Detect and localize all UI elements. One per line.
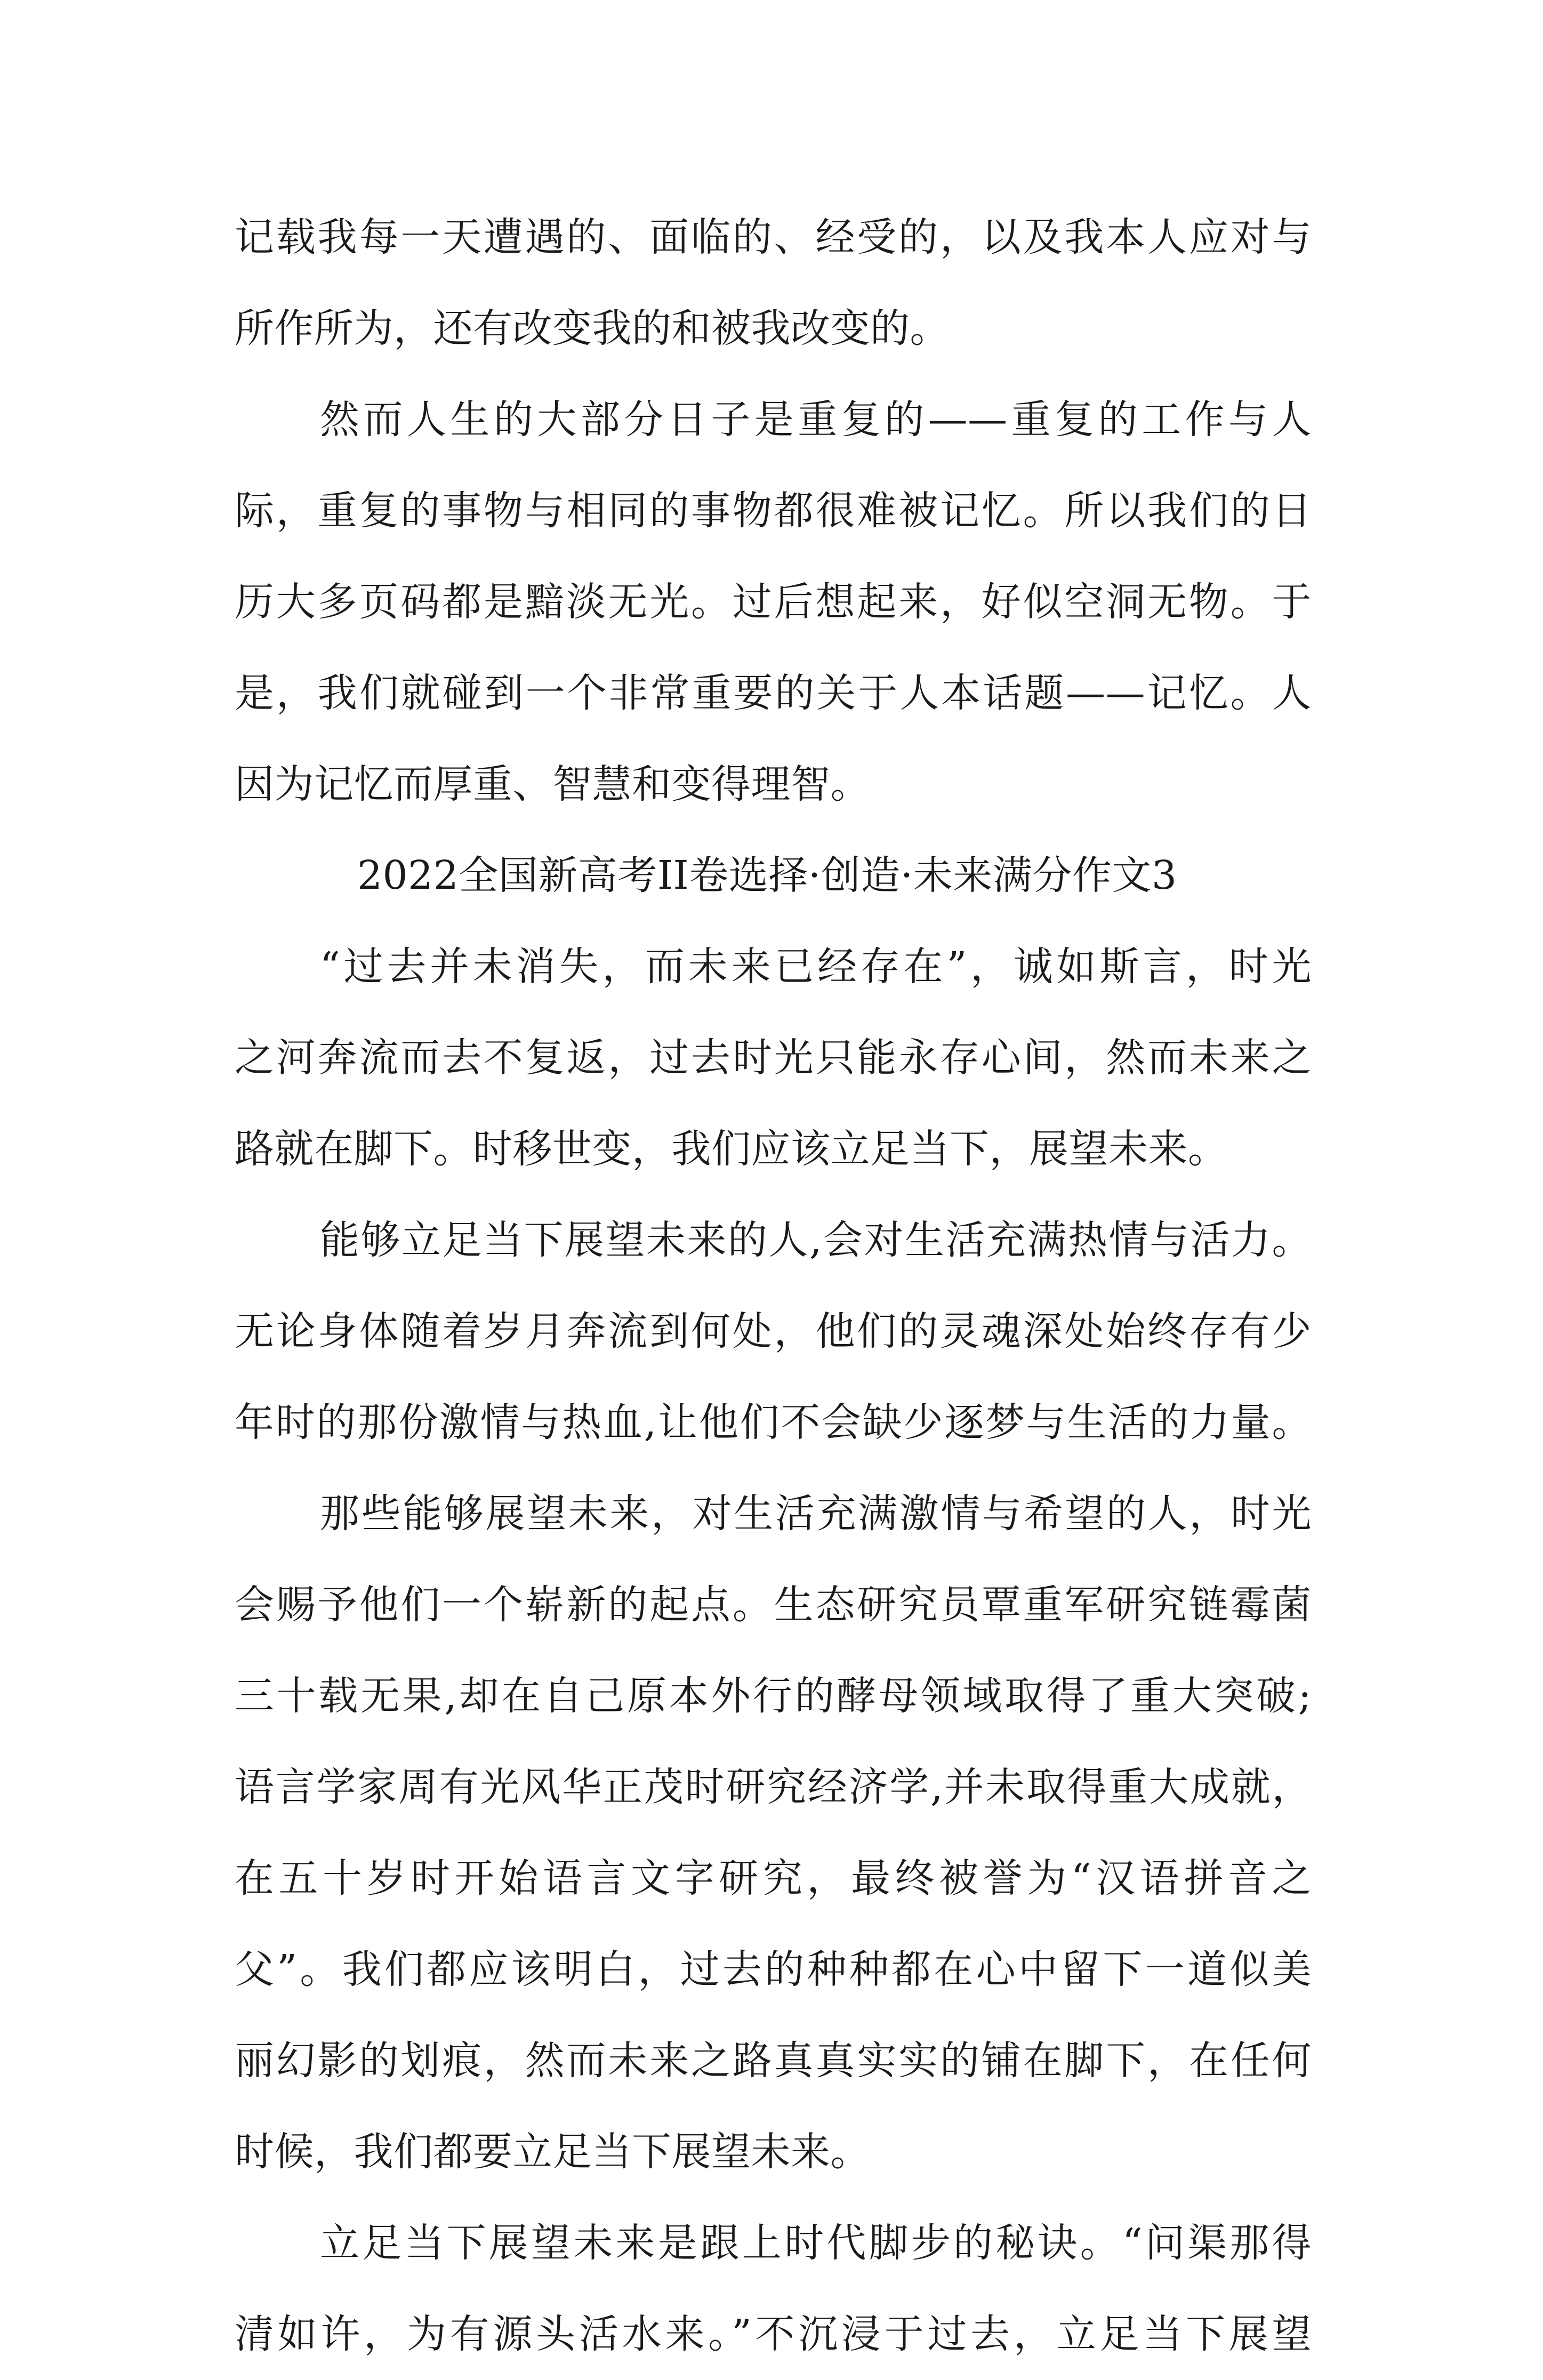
text-line: 所作所为，还有改变我的和被我改变的。 bbox=[235, 305, 950, 351]
text-line: 丽幻影的划痕，然而未来之路真真实实的铺在脚下，在任何 bbox=[235, 2038, 1312, 2084]
paragraph-start-line: 能够立足当下展望未来的人,会对生活充满热情与活力。 bbox=[320, 1217, 1312, 1263]
text-line: 路就在脚下。时移世变，我们应该立足当下，展望未来。 bbox=[235, 1126, 1228, 1172]
paragraph-start-line: 那些能够展望未来，对生活充满激情与希望的人，时光 bbox=[320, 1491, 1312, 1537]
text-line: 无论身体随着岁月奔流到何处，他们的灵魂深处始终存有少 bbox=[235, 1308, 1312, 1354]
text-line: 三十载无果,却在自己原本外行的酵母领域取得了重大突破; bbox=[235, 1673, 1312, 1719]
paragraph-start-line: 立足当下展望未来是跟上时代脚步的秘诀。“问渠那得 bbox=[320, 2220, 1312, 2266]
paragraph-start-line: “过去并未消失，而未来已经存在”，诚如斯言，时光 bbox=[320, 944, 1312, 990]
text-line: 会赐予他们一个崭新的起点。生态研究员覃重军研究链霉菌 bbox=[235, 1582, 1312, 1628]
text-line: 年时的那份激情与热血,让他们不会缺少逐梦与生活的力量。 bbox=[235, 1400, 1312, 1445]
essay-title: 2022全国新高考II卷选择·创造·未来满分作文3 bbox=[357, 853, 1177, 898]
text-line: 因为记忆而厚重、智慧和变得理智。 bbox=[235, 761, 870, 807]
text-line: 是，我们就碰到一个非常重要的关于人本话题——记忆。人 bbox=[235, 670, 1312, 716]
text-line: 时候，我们都要立足当下展望未来。 bbox=[235, 2129, 870, 2175]
text-line: 语言学家周有光风华正茂时研究经济学,并未取得重大成就， bbox=[235, 1764, 1312, 1810]
essay-text bbox=[235, 192, 1312, 2380]
text-line: 历大多页码都是黯淡无光。过后想起来，好似空洞无物。于 bbox=[235, 579, 1312, 625]
paragraph-start-line: 然而人生的大部分日子是重复的——重复的工作与人 bbox=[320, 397, 1312, 443]
text-line: 清如许，为有源头活水来。”不沉浸于过去，立足当下展望 bbox=[235, 2311, 1312, 2357]
text-line: 际，重复的事物与相同的事物都很难被记忆。所以我们的日 bbox=[235, 488, 1312, 534]
text-line: 记载我每一天遭遇的、面临的、经受的，以及我本人应对与 bbox=[235, 214, 1312, 260]
text-line: 父”。我们都应该明白，过去的种种都在心中留下一道似美 bbox=[235, 1947, 1312, 1992]
text-line: 之河奔流而去不复返，过去时光只能永存心间，然而未来之 bbox=[235, 1035, 1312, 1081]
text-line: 在五十岁时开始语言文字研究，最终被誉为“汉语拼音之 bbox=[235, 1855, 1312, 1901]
